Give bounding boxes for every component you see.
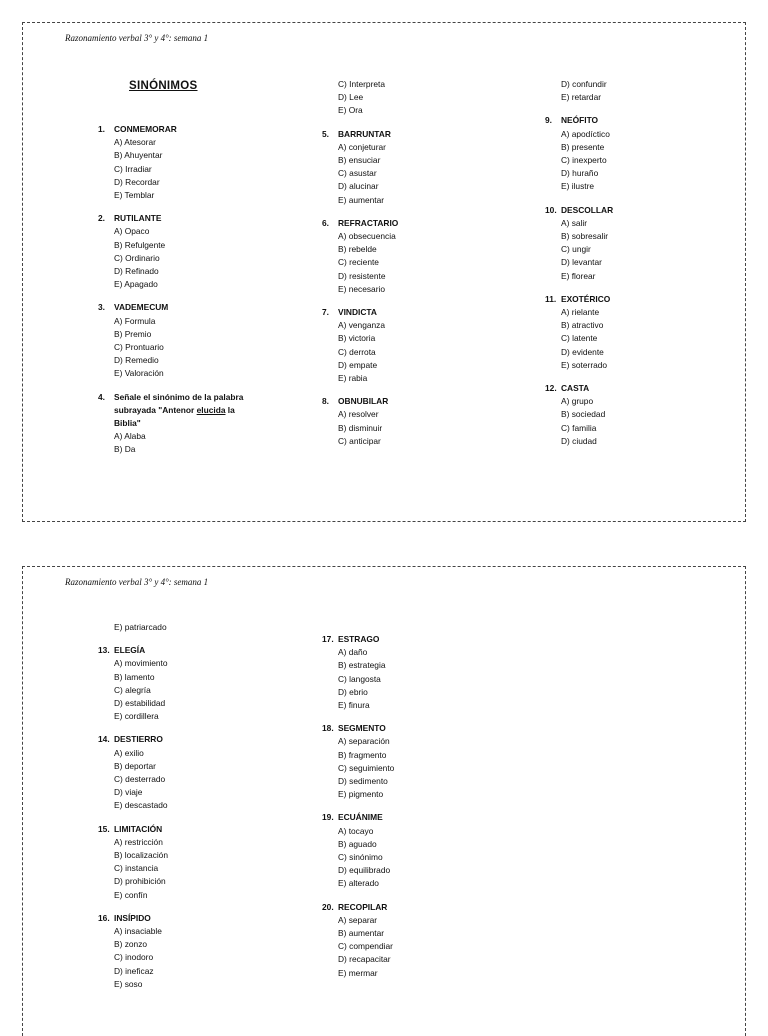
question-word: VADEMECUM (114, 302, 169, 313)
answer-option: D) huraño (561, 168, 599, 179)
answer-option: C) inexperto (561, 155, 607, 166)
answer-option: B) sociedad (561, 409, 606, 420)
column-2 (322, 633, 522, 980)
question-number: 13. (98, 645, 110, 656)
question-word: ESTRAGO (338, 634, 380, 644)
question-number: 17. (322, 634, 334, 644)
question-word: REFRACTARIO (338, 217, 399, 228)
question-number: 20. (322, 901, 334, 912)
answer-option: A) daño (338, 647, 368, 658)
answer-option: C) Ordinario (114, 252, 160, 263)
answer-option: C) ungir (561, 244, 591, 255)
worksheet-page-2 (22, 566, 746, 1036)
answer-option: E) soterrado (561, 359, 608, 370)
question-number: 15. (98, 823, 110, 834)
answer-option: E) necesario (338, 283, 386, 294)
answer-option: E) aumentar (338, 194, 385, 205)
answer-option: E) mermar (338, 967, 378, 978)
answer-option: E) patriarcado (114, 622, 167, 632)
answer-option: B) deportar (114, 760, 156, 771)
answer-option: A) separar (338, 914, 378, 925)
question-number: 2. (98, 213, 105, 224)
answer-option: D) recapacitar (338, 954, 391, 965)
question-number: 5. (322, 128, 329, 139)
question-number: 18. (322, 723, 334, 734)
question-number: 1. (98, 124, 105, 134)
question-number: 19. (322, 812, 334, 823)
answer-option: B) disminuir (338, 422, 383, 433)
answer-option: A) obsecuencia (338, 231, 396, 242)
answer-option: B) Ahuyentar (114, 150, 163, 161)
question-word: LIMITACIÓN (114, 823, 163, 834)
answer-option: B) victoria (338, 333, 376, 344)
question-prompt: Señale el sinónimo de la palabra subrayada "Antenor elucida la Biblia" (114, 391, 244, 429)
answer-option: B) estrategia (338, 660, 386, 671)
question-number: 16. (98, 912, 110, 923)
answer-option: C) instancia (114, 863, 159, 874)
answer-option: C) reciente (338, 257, 379, 268)
question-block (322, 633, 522, 712)
question-word: BARRUNTAR (338, 128, 391, 139)
answer-option: E) florear (561, 270, 596, 281)
question-number: 10. (545, 204, 557, 215)
answer-option: B) Da (114, 444, 136, 455)
question-number: 11. (545, 293, 557, 304)
answer-option: E) soso (114, 978, 143, 989)
column-1 (98, 621, 298, 991)
answer-option: C) latente (561, 333, 598, 344)
answer-option: B) atractivo (561, 320, 604, 331)
question-word: CASTA (561, 383, 590, 394)
answer-option: C) seguimiento (338, 762, 395, 773)
answer-option: D) equilibrado (338, 865, 391, 876)
answer-option: C) derrota (338, 346, 376, 357)
answer-option: A) Opaco (114, 226, 150, 237)
answer-option: C) asustar (338, 168, 377, 179)
answer-option: C) Interpreta (338, 79, 386, 89)
answer-option: D) sedimento (338, 776, 388, 787)
answer-option: E) descastado (114, 800, 168, 811)
answer-option: C) alegría (114, 684, 151, 695)
question-word: DESCOLLAR (561, 204, 614, 215)
answer-option: A) apodíctico (561, 128, 610, 139)
question-block (545, 293, 740, 372)
answer-option: E) pigmento (338, 789, 384, 800)
answer-option: E) Valoración (114, 368, 164, 379)
question-number: 4. (98, 391, 105, 402)
question-word: ELEGÍA (114, 645, 146, 656)
answer-option: B) localización (114, 850, 168, 861)
answer-option: E) finura (338, 700, 370, 711)
question-number: 8. (322, 396, 329, 407)
question-block (545, 382, 740, 448)
answer-option: C) desterrado (114, 774, 166, 785)
answer-option: A) venganza (338, 320, 386, 331)
answer-option: A) insaciable (114, 926, 162, 937)
question-block (545, 114, 740, 193)
column-3 (545, 78, 740, 448)
question-block (322, 901, 522, 980)
question-word: DESTIERRO (114, 734, 163, 745)
question-word: NEÓFITO (561, 115, 599, 126)
question-word: VINDICTA (338, 307, 377, 318)
answer-option: A) separación (338, 736, 390, 747)
answer-option: D) alucinar (338, 181, 379, 192)
answer-option: D) ebrio (338, 686, 368, 697)
answer-option: A) rielante (561, 307, 600, 318)
answer-option: A) salir (561, 217, 588, 228)
question-block (545, 204, 740, 283)
answer-option: E) cordillera (114, 711, 159, 722)
answer-option: B) aumentar (338, 928, 385, 939)
question-block (322, 722, 522, 801)
question-block (322, 395, 522, 448)
column-1 (98, 123, 298, 457)
page-header: Razonamiento verbal 3° y 4°: semana 1 (65, 33, 209, 43)
answer-option: A) resolver (338, 409, 379, 420)
answer-option: A) conjeturar (338, 141, 386, 152)
answer-option: E) Apagado (114, 279, 158, 290)
question-block (98, 123, 298, 202)
answer-option: D) ineficaz (114, 965, 154, 976)
answer-option: E) rabia (338, 373, 368, 384)
question-word: INSÍPIDO (114, 912, 151, 923)
worksheet-page-1 (22, 22, 746, 522)
question-number: 6. (322, 217, 329, 228)
answer-option: B) zonzo (114, 939, 148, 950)
question-number: 7. (322, 307, 329, 318)
answer-option: B) Refulgente (114, 239, 166, 250)
answer-option: D) Recordar (114, 176, 160, 187)
answer-option: C) sinónimo (338, 852, 383, 863)
answer-option: D) viaje (114, 787, 143, 798)
answer-option: D) prohibición (114, 876, 166, 887)
question-block (98, 301, 298, 380)
page-header: Razonamiento verbal 3° y 4°: semana 1 (65, 577, 209, 587)
question-block (98, 823, 298, 902)
question-block (322, 217, 522, 296)
question-block (98, 212, 298, 291)
question-block (322, 811, 522, 890)
answer-option: D) Lee (338, 92, 364, 103)
answer-option: D) levantar (561, 257, 602, 268)
question-word: OBNUBILAR (338, 396, 389, 407)
answer-option: E) Temblar (114, 190, 155, 201)
question-word: RECOPILAR (338, 901, 388, 912)
answer-option: E) Ora (338, 105, 363, 116)
answer-option: B) ensuciar (338, 155, 381, 166)
answer-option: D) ciudad (561, 435, 597, 446)
answer-option: C) inodoro (114, 952, 154, 963)
question-number: 14. (98, 734, 110, 745)
question-word: CONMEMORAR (114, 124, 177, 134)
answer-option: A) movimiento (114, 658, 168, 669)
answer-option: D) Remedio (114, 355, 159, 366)
question-block (322, 128, 522, 207)
answer-option: B) Premio (114, 328, 152, 339)
question-block (98, 644, 298, 723)
answer-option: E) confín (114, 889, 148, 900)
answer-option: E) retardar (561, 92, 602, 103)
answer-option: B) sobresalir (561, 231, 609, 242)
answer-option: E) ilustre (561, 181, 595, 192)
answer-option: D) evidente (561, 346, 604, 357)
answer-option: B) aguado (338, 838, 377, 849)
answer-option: A) Alaba (114, 431, 146, 442)
question-block (98, 733, 298, 812)
answer-option: E) alterado (338, 878, 379, 889)
answer-option: D) confundir (561, 79, 607, 89)
answer-option: D) Refinado (114, 266, 159, 277)
question-number: 12. (545, 383, 557, 394)
page-title: SINÓNIMOS (129, 80, 198, 92)
answer-option: C) Prontuario (114, 342, 164, 353)
answer-option: C) langosta (338, 673, 381, 684)
answer-option: C) Irradiar (114, 163, 152, 174)
question-word: EXOTÉRICO (561, 293, 611, 304)
answer-option: A) Atesorar (114, 137, 156, 148)
answer-option: D) estabilidad (114, 698, 166, 709)
question-number: 3. (98, 302, 105, 313)
answer-option: A) exilio (114, 747, 144, 758)
question-word: ECUÁNIME (338, 812, 383, 823)
underlined-word: elucida (196, 404, 226, 415)
answer-option: A) Formula (114, 315, 156, 326)
answer-option: C) anticipar (338, 435, 381, 446)
question-word: RUTILANTE (114, 213, 162, 224)
answer-option: D) empate (338, 359, 378, 370)
question-block (98, 912, 298, 991)
answer-option: A) tocayo (338, 825, 374, 836)
question-block (322, 306, 522, 385)
answer-option: C) compendiar (338, 941, 393, 952)
answer-option: C) familia (561, 422, 597, 433)
question-number: 9. (545, 115, 552, 126)
answer-option: A) restricción (114, 836, 163, 847)
answer-option: B) lamento (114, 671, 155, 682)
answer-option: D) resistente (338, 270, 386, 281)
answer-option: B) fragmento (338, 749, 387, 760)
answer-option: A) grupo (561, 396, 594, 407)
answer-option: B) rebelde (338, 244, 377, 255)
question-word: SEGMENTO (338, 723, 386, 734)
column-2 (322, 78, 522, 448)
question-block (98, 391, 298, 457)
answer-option: B) presente (561, 141, 605, 152)
